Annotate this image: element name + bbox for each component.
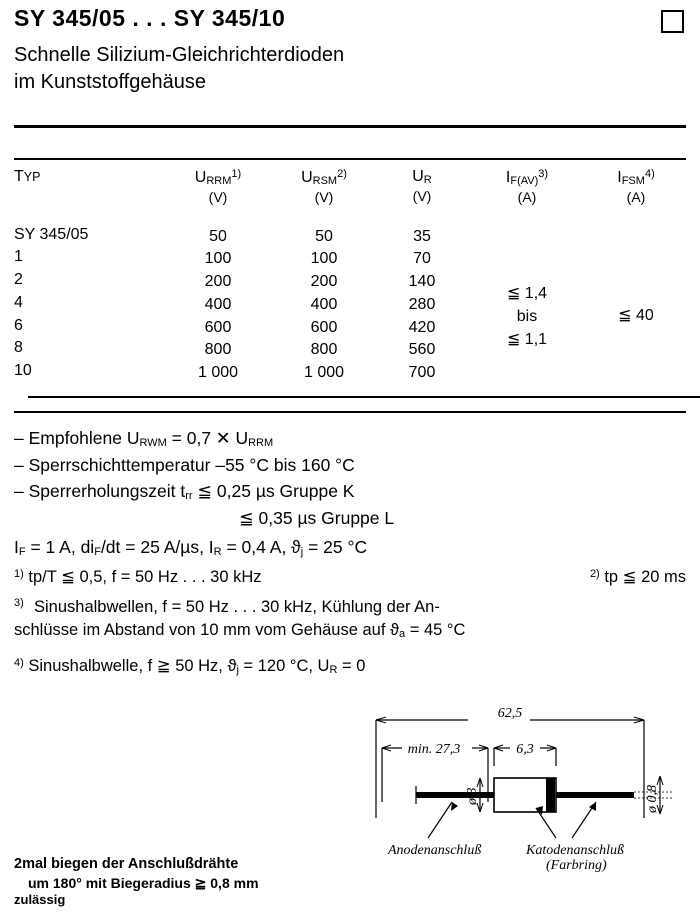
dim-body-label: 6,3 bbox=[516, 742, 534, 757]
divider-header bbox=[14, 158, 686, 160]
cell-urrm: 800 bbox=[204, 341, 232, 359]
footnote-3 bbox=[14, 596, 686, 643]
label-cathode-line2: (Farbring) bbox=[546, 858, 607, 873]
footnote-4-marker: 4) bbox=[14, 657, 24, 670]
col-header-ursm: URSM$^{2)}$ (V) bbox=[301, 168, 347, 205]
footnote-1-text: tp/T ≦ 0,5, f = 50 Hz . . . 30 kHz bbox=[28, 568, 262, 586]
bending-note-line-2: um 180° mit Biegeradius ≧ 0,8 mm bbox=[28, 874, 259, 891]
cell-urrm: 600 bbox=[204, 318, 232, 336]
cell-ur: 560 bbox=[408, 341, 436, 359]
notes-block bbox=[14, 425, 686, 560]
col-header-ur: UR (V) bbox=[412, 168, 432, 204]
if-av-line-3: ≦ 1,1 bbox=[506, 331, 548, 349]
cell-urrm: 50 bbox=[209, 227, 227, 245]
footnote-4 bbox=[14, 655, 686, 679]
note-line-2: – Sperrschichttemperatur –55 °C bis 160 °C bbox=[14, 454, 355, 475]
note-line-3: – Sperrerholungszeit trr ≦ 0,25 µs Gruppe K bbox=[14, 481, 355, 503]
label-cathode-line1: Katodenanschluß bbox=[526, 843, 624, 858]
label-anode: Anodenanschluß bbox=[388, 843, 482, 858]
cell-typ: 6 bbox=[14, 316, 23, 334]
cell-ursm: 600 bbox=[310, 318, 338, 336]
cell-urrm: 1 000 bbox=[197, 364, 239, 382]
cell-ur: 420 bbox=[408, 318, 436, 336]
footnote-2-text: tp ≦ 20 ms bbox=[604, 568, 686, 586]
col-header-ifav: IF(AV)$^{3)}$ (A) bbox=[505, 168, 549, 205]
cell-typ: 8 bbox=[14, 339, 23, 357]
footnote-4-text: Sinushalbwelle, f ≧ 50 Hz, ϑj = 120 °C, UR = 0 bbox=[28, 657, 366, 676]
col-header-ifsm: IFSM$^{4)}$ (A) bbox=[617, 168, 655, 205]
cell-ursm: 800 bbox=[310, 341, 338, 359]
square-outline-icon bbox=[661, 10, 684, 33]
cell-ursm: 100 bbox=[310, 250, 338, 268]
footnote-1-marker: 1) bbox=[14, 568, 24, 581]
cell-ur: 35 bbox=[413, 227, 431, 245]
cell-ur: 140 bbox=[408, 273, 436, 291]
cell-typ: SY 345/05 bbox=[14, 225, 89, 243]
table-header-row bbox=[14, 168, 686, 206]
cell-ur: 280 bbox=[408, 295, 436, 313]
cell-urrm: 100 bbox=[204, 250, 232, 268]
bending-note bbox=[14, 855, 344, 909]
cell-ursm: 1 000 bbox=[303, 364, 345, 382]
spec-table bbox=[14, 168, 686, 385]
if-av-line-2: bis bbox=[516, 307, 538, 325]
dim-total-label: 62,5 bbox=[497, 706, 523, 721]
divider-table-head bbox=[28, 396, 700, 398]
cell-ur: 700 bbox=[408, 364, 436, 382]
diode-outline-svg bbox=[360, 706, 690, 876]
col-header-typ: TYP bbox=[14, 168, 41, 185]
page-title: SY 345/05 . . . SY 345/10 bbox=[14, 5, 286, 31]
subtitle-line-1: Schnelle Silizium-Gleichrichterdioden bbox=[14, 44, 345, 66]
package-drawing bbox=[360, 706, 690, 876]
if-av-line-1: ≦ 1,4 bbox=[506, 284, 548, 302]
cell-if-av-group bbox=[468, 226, 586, 385]
bending-note-line-1: 2mal biegen der Anschlußdrähte bbox=[14, 856, 239, 872]
dim-wire-dia-label: ø 0,8 bbox=[645, 785, 660, 813]
col-header-urrm: URRM$^{1)}$ (V) bbox=[194, 168, 242, 205]
table-row bbox=[14, 226, 686, 249]
dim-body-dia-label: ø 3 bbox=[465, 787, 480, 805]
cell-urrm: 200 bbox=[204, 273, 232, 291]
page-subtitle bbox=[14, 42, 614, 96]
cell-ur: 70 bbox=[413, 250, 431, 268]
subtitle-line-2: im Kunststoffgehäuse bbox=[14, 71, 206, 93]
dim-lead-label: min. 27,3 bbox=[407, 742, 461, 757]
cell-ursm: 200 bbox=[310, 273, 338, 291]
cell-typ: 10 bbox=[14, 362, 32, 380]
footnote-3-line-2: schlüsse im Abstand von 10 mm vom Gehäuse auf ϑa = 45 °C bbox=[14, 621, 466, 641]
cell-ursm: 50 bbox=[315, 227, 333, 245]
note-line-5: IF = 1 A, diF/dt = 25 A/µs, IR = 0,4 A, ϑj = 25 °C bbox=[14, 536, 368, 558]
divider-table-bottom bbox=[14, 411, 686, 413]
cell-typ: 4 bbox=[14, 293, 23, 311]
cell-ursm: 400 bbox=[310, 295, 338, 313]
footnote-3-marker: 3) bbox=[14, 597, 24, 609]
ifsm-value: ≦ 40 bbox=[618, 306, 654, 324]
bending-note-line-3: zulässig bbox=[14, 892, 66, 908]
footnote-3-line-1: Sinushalbwellen, f = 50 Hz . . . 30 kHz, Kühlung der An- bbox=[34, 598, 440, 616]
cell-typ: 2 bbox=[14, 271, 23, 289]
cell-urrm: 400 bbox=[204, 295, 232, 313]
note-line-1: – Empfohlene URWM = 0,7 ✕ URRM bbox=[14, 428, 274, 449]
footnote-2 bbox=[590, 566, 686, 589]
header-row bbox=[14, 6, 686, 33]
note-line-4: ≦ 0,35 µs Gruppe L bbox=[239, 507, 395, 528]
divider-top bbox=[14, 125, 686, 128]
cell-typ: 1 bbox=[14, 248, 23, 266]
footnote-1 bbox=[14, 566, 686, 590]
footnote-2-marker: 2) bbox=[589, 568, 600, 581]
cell-ifsm-group bbox=[586, 226, 686, 385]
